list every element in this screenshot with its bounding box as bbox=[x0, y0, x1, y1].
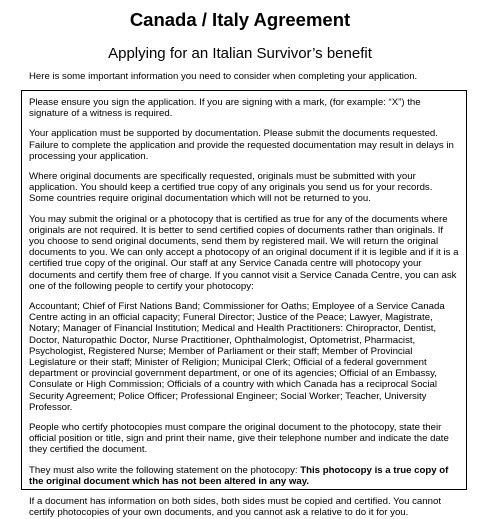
paragraph-documentation: Your application must be supported by documentation. Please submit the documents requested. Failure to complete the application and provide the requested documentation may result in delays in processing your application. bbox=[29, 128, 454, 162]
paragraph-originals: Where original documents are specifically requested, originals must be submitted with your application. You should keep a certified true copy of any originals you send us for your records. Some countries require original documentation which will not be returned to you. bbox=[29, 171, 433, 205]
paragraph-signature: Please ensure you sign the application. If you are signing with a mark, (for example: “X”) the signature of a witness is required. bbox=[29, 97, 421, 120]
paragraph-statement bbox=[29, 465, 459, 487]
statement-lead: They must also write the following statement on the photocopy: bbox=[29, 464, 301, 476]
information-box bbox=[21, 90, 467, 519]
paragraph-certified-copies: You may submit the original or a photocopy that is certified as true for any of the documents where originals are not required. It is better to send certified copies of documents rather than originals. If you choose to send original documents, send them by registered mail. We will return the original documents to you. We can only accept a photocopy of an original document if it is legible and if it is a certified true copy of the original. Our staff at any Service Canada centre will photocopy your documents and certify them free of charge. If you cannot visit a Service Canada Centre, you can ask one of the following people to certify your photocopy: bbox=[29, 213, 459, 292]
statement-text: This photocopy is a true copy of the original document which has not been altered in any way. bbox=[29, 464, 449, 487]
paragraph-certifier-list: Accountant; Chief of First Nations Band; Commissioner for Oaths; Employee of a Service Canada Centre acting in an official capacity; Funeral Director; Justice of the Peace; Lawyer, Magistrate, Notary; Manager of Financial Institution; Medical and Health Practitioners: Chiropractor, Dentist, Doctor, Naturopathic Doctor, Nurse Practitioner, Ophthalmologist, Optometrist, Pharmacist, Psychologist, Registered Nurse; Member of Parliament or their staff; Member of Provincial Legislature or their staff; Minister of Religion; Municipal Clerk; Official of a federal government department or provincial government department, or one of its agencies; Official of an Embassy, Consulate or High Commission; Officials of a country with which Canada has a reciprocal Social Security Agreement; Police Officer; Professional Engineer; Social Worker; Teacher, University Professor. bbox=[29, 301, 445, 413]
document-title: Canada / Italy Agreement bbox=[129, 9, 351, 30]
intro-text: Here is some important information you need to consider when completing your application. bbox=[29, 71, 418, 82]
paragraph-both-sides: If a document has information on both sides, both sides must be copied and certified. You cannot certify photocopies of your own documents, and you cannot ask a relative to do it for you. bbox=[29, 496, 441, 519]
document-subtitle: Applying for an Italian Survivor’s benefit bbox=[108, 45, 372, 62]
paragraph-certifier-duties: People who certify photocopies must compare the original document to the photocopy, state their official position or title, sign and print their name, give their telephone number and indicate the date they certified the document. bbox=[29, 422, 449, 456]
